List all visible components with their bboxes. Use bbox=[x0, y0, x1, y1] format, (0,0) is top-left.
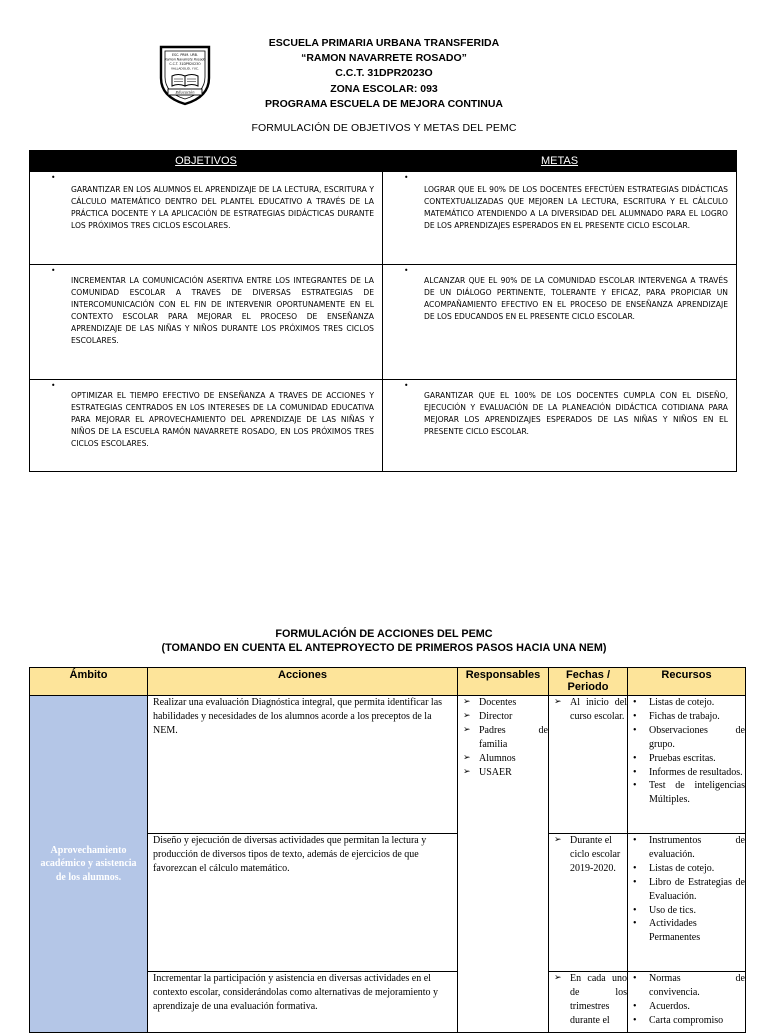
meta-cell bbox=[383, 265, 737, 380]
meta-text: GARANTIZAR QUE EL 100% DE LOS DOCENTES CUMPLA CON EL DISEÑO, EJECUCIÓN Y EVALUACIÓN DE LA PLANEACIÓN DIDÁCTICA COTIDIANA PARA MEJORAR LOS APRENDIZAJES ESPERADOS DE LAS NIÑAS Y NIÑOS EN EL PRESENTE CICLO ESCOLAR. bbox=[424, 391, 728, 437]
list-item: • Test de inteligencias Múltiples. bbox=[633, 780, 745, 806]
accion-cell: Incrementar la participación y asistencia en diversas actividades en el contexto escolar, considerándolas como alternativas de mejoramiento y aprendizaje de una evaluación formativa. bbox=[148, 972, 458, 1033]
fecha-cell bbox=[549, 972, 628, 1033]
school-header bbox=[180, 36, 588, 112]
logo-text: Ramon Navarrete Rosado bbox=[164, 57, 206, 62]
arrow-bullet-icon: ➢ bbox=[463, 752, 471, 763]
list-item: • Fichas de trabajo. bbox=[633, 710, 720, 722]
dot-bullet-icon: • bbox=[404, 173, 409, 182]
actions-title-line1: FORMULACIÓN DE ACCIONES DEL PEMC bbox=[275, 628, 493, 640]
dot-bullet-icon: • bbox=[404, 266, 409, 275]
school-cct: C.C.T. 31DPR2023O bbox=[335, 67, 433, 80]
responsables-cell bbox=[458, 696, 549, 1033]
objetivo-cell bbox=[30, 265, 383, 380]
table-row bbox=[30, 265, 737, 380]
ambito-header: Ámbito bbox=[30, 668, 148, 696]
responsables-list bbox=[458, 696, 548, 779]
dot-bullet-icon: • bbox=[633, 918, 637, 930]
fecha-cell bbox=[549, 834, 628, 972]
dot-bullet-icon: • bbox=[633, 835, 637, 846]
dot-bullet-icon: • bbox=[633, 973, 637, 984]
list-item: • Instrumentos de evaluación. bbox=[633, 835, 745, 860]
dot-bullet-icon: • bbox=[51, 173, 56, 182]
ambito-cell: Aprovechamiento académico y asistencia de los alumnos. bbox=[30, 696, 148, 1033]
dot-bullet-icon: • bbox=[633, 780, 637, 792]
dot-bullet-icon: • bbox=[633, 862, 637, 874]
list-item: • Carta compromiso bbox=[633, 1014, 724, 1026]
list-item: ➢ USAER bbox=[463, 766, 512, 778]
table-row bbox=[30, 380, 737, 472]
list-item: ➢ Al inicio del curso escolar. bbox=[554, 697, 627, 722]
logo-text: VALLADOLID, YUC. bbox=[171, 66, 199, 71]
objectives-title: FORMULACIÓN DE OBJETIVOS Y METAS DEL PEMC bbox=[251, 122, 517, 134]
recursos-header: Recursos bbox=[628, 668, 746, 696]
logo-text: ESC. PRIM. URB. bbox=[172, 53, 198, 57]
objetivos-header: OBJETIVOS bbox=[30, 151, 383, 172]
objetivo-cell bbox=[30, 380, 383, 472]
arrow-bullet-icon: ➢ bbox=[463, 724, 471, 735]
list-item: • Normas de convivencia. bbox=[633, 973, 745, 998]
objectives-table bbox=[29, 150, 737, 472]
list-item: ➢ Docentes bbox=[463, 697, 517, 708]
arrow-bullet-icon: ➢ bbox=[463, 766, 471, 777]
list-item: • Observaciones de grupo. bbox=[633, 724, 745, 750]
dot-bullet-icon: • bbox=[633, 904, 637, 916]
dot-bullet-icon: • bbox=[633, 752, 637, 764]
fechas-header: Fechas / Periodo bbox=[549, 668, 628, 696]
logo-text: C.C.T. 31DPR2023O bbox=[169, 62, 201, 66]
objetivo-text: GARANTIZAR EN LOS ALUMNOS EL APRENDIZAJE DE LA LECTURA, ESCRITURA Y CÁLCULO MATEMÁTICO DENTRO DEL PLANTEL EDUCATIVO A TRAVÉS DE LA PRÁCTICA DOCENTE Y LA APLICACIÓN DE ESTRATEGIAS DIDÁCTICAS DURANTE LOS PRÓXIMOS TRES CICLOS ESCOLARES. bbox=[71, 185, 374, 231]
list-item: • Pruebas escritas. bbox=[633, 752, 716, 764]
recursos-list bbox=[628, 834, 745, 945]
logo-text: Educación bbox=[175, 90, 195, 95]
dot-bullet-icon: • bbox=[633, 766, 637, 778]
fecha-cell bbox=[549, 696, 628, 834]
recursos-cell bbox=[628, 972, 746, 1033]
school-zone: ZONA ESCOLAR: 093 bbox=[330, 82, 438, 95]
list-item: ➢ Director bbox=[463, 710, 513, 722]
school-name: “RAMON NAVARRETE ROSADO” bbox=[301, 52, 467, 65]
metas-header: METAS bbox=[383, 151, 737, 172]
meta-text: LOGRAR QUE EL 90% DE LOS DOCENTES EFECTÚEN ESTRATEGIAS DIDÁCTICAS CONTEXTUALIZADAS QUE MEJOREN LA LECTURA, ESCRITURA Y EL CÁLCULO MATEMÁTICO ATENDIENDO A LA DIVERSIDAD DEL ALUMNADO PARA EL LOGRO DE LOS APRENDIZAJES ESPERADOS EN EL PRESENTE CICLO ESCOLAR. bbox=[424, 185, 728, 231]
actions-title bbox=[0, 628, 768, 655]
accion-cell: Realizar una evaluación Diagnóstica integral, que permita identificar las habilidades y necesidades de los alumnos acorde a los preceptos de la NEM. bbox=[148, 696, 458, 834]
dot-bullet-icon: • bbox=[404, 381, 409, 390]
recursos-cell bbox=[628, 696, 746, 834]
arrow-bullet-icon: ➢ bbox=[463, 697, 471, 707]
list-item: • Acuerdos. bbox=[633, 1000, 690, 1012]
actions-title-line2: (TOMANDO EN CUENTA EL ANTEPROYECTO DE PRIMEROS PASOS HACIA UNA NEM) bbox=[161, 641, 607, 654]
acciones-header: Acciones bbox=[148, 668, 458, 696]
objetivo-text: INCREMENTAR LA COMUNICACIÓN ASERTIVA ENTRE LOS INTEGRANTES DE LA COMUNIDAD ESCOLAR A TRAVES DE DIVERSAS ESTRATEGIAS DE INTERCOMUNICACIÓN CON EL FIN DE INTERVENIR OPORTUNAMENTE EN EL CONTEXTO ESCOLAR PARA MEJORAR EL PROCESO DE ENSEÑANZA APRENDIZAJE DE LAS NIÑAS Y NIÑOS DURANTE LOS PRÓXIMOS TRES CICLOS ESCOLARES. bbox=[71, 276, 374, 346]
recursos-cell bbox=[628, 834, 746, 972]
meta-text: ALCANZAR QUE EL 90% DE LA COMUNIDAD ESCOLAR INTERVENGA A TRAVÉS DE UN DIÁLOGO PERTINENTE, TOLERANTE Y EFICAZ, PARA PROPICIAR UN ACOMPAÑAMIENTO EFECTIVO EN EL PROCESO DE ENSEÑANZA APRENDIZAJE DE LOS EDUCANDOS EN EL PRESENTE CICLO ESCOLAR. bbox=[424, 276, 728, 322]
list-item: ➢ Alumnos bbox=[463, 752, 516, 764]
list-item: ➢ En cada uno de los trimestres durante el bbox=[554, 973, 627, 1026]
list-item: ➢ Padres de familia bbox=[463, 724, 548, 750]
arrow-bullet-icon: ➢ bbox=[463, 710, 471, 721]
accion-cell: Diseño y ejecución de diversas actividades que permitan la lectura y producción de diversos tipos de texto, además de ejercicios de que favorezcan el cálculo matemático. bbox=[148, 834, 458, 972]
list-item: • Listas de cotejo. bbox=[633, 862, 715, 874]
table-row bbox=[30, 172, 737, 265]
dot-bullet-icon: • bbox=[633, 1000, 637, 1012]
program-name: PROGRAMA ESCUELA DE MEJORA CONTINUA bbox=[264, 97, 503, 110]
dot-bullet-icon: • bbox=[633, 876, 637, 888]
arrow-bullet-icon: ➢ bbox=[554, 697, 562, 707]
arrow-bullet-icon: ➢ bbox=[554, 973, 562, 983]
recursos-list bbox=[628, 972, 745, 1028]
objetivo-text: OPTIMIZAR EL TIEMPO EFECTIVO DE ENSEÑANZA A TRAVES DE ACCIONES Y ESTRATEGIAS CENTRADOS EN LOS INTERESES DE LA COMUNIDAD EDUCATIVA PARA MEJORAR EL APROVECHAMIENTO DEL APRENDIZAJE DE LAS NIÑAS Y NIÑOS DE LA ESCUELA RAMÓN NAVARRETE ROSADO, EN LOS PRÓXIMOS TRES CICLOS ESCOLARES. bbox=[71, 391, 374, 449]
dot-bullet-icon: • bbox=[633, 710, 637, 722]
dot-bullet-icon: • bbox=[633, 697, 637, 708]
list-item: • Listas de cotejo. bbox=[633, 697, 715, 708]
list-item: ➢ Durante el ciclo escolar 2019-2020. bbox=[554, 835, 621, 874]
actions-header-row bbox=[30, 668, 746, 696]
dot-bullet-icon: • bbox=[633, 724, 637, 736]
responsables-header: Responsables bbox=[458, 668, 549, 696]
actions-table bbox=[29, 667, 746, 1033]
recursos-list bbox=[628, 696, 745, 807]
school-type: ESCUELA PRIMARIA URBANA TRANSFERIDA bbox=[268, 37, 500, 49]
list-item: • Uso de tics. bbox=[633, 904, 696, 916]
table-row bbox=[30, 696, 746, 834]
dot-bullet-icon: • bbox=[51, 266, 56, 275]
list-item: • Actividades Permanentes bbox=[633, 918, 701, 944]
list-item: • Informes de resultados. bbox=[633, 766, 743, 778]
meta-cell bbox=[383, 380, 737, 472]
dot-bullet-icon: • bbox=[633, 1014, 637, 1026]
dot-bullet-icon: • bbox=[51, 381, 56, 390]
list-item: • Libro de Estrategias de Evaluación. bbox=[633, 876, 745, 902]
meta-cell bbox=[383, 172, 737, 265]
arrow-bullet-icon: ➢ bbox=[554, 835, 562, 845]
objetivo-cell bbox=[30, 172, 383, 265]
